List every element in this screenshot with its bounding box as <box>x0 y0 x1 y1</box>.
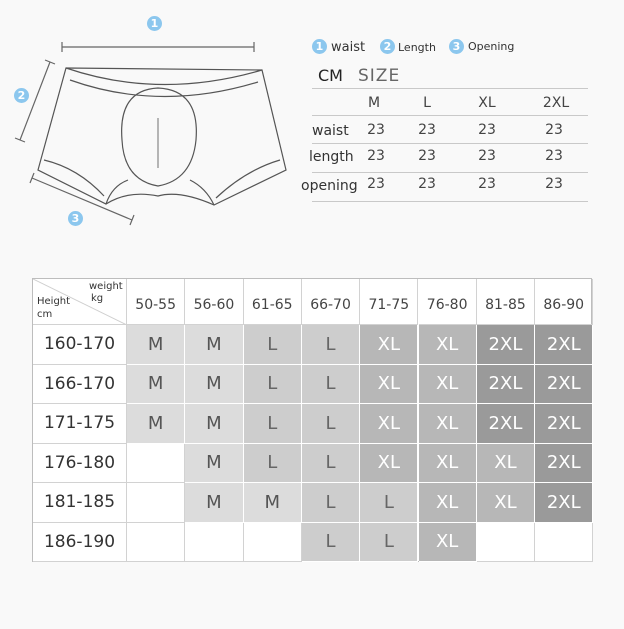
size-cell: M <box>185 404 243 444</box>
legend-badge-3-icon: 3 <box>449 39 464 54</box>
measure-value: 23 <box>418 122 436 138</box>
weight-header-cell: 66-70 <box>302 279 360 325</box>
corner-kg-label: kg <box>91 293 104 304</box>
height-range-cell: 186-190 <box>33 523 127 563</box>
size-cell: 2XL <box>477 325 535 365</box>
size-cell: XL <box>419 444 477 484</box>
measure-value: 23 <box>478 122 496 138</box>
measure-value: 23 <box>545 122 563 138</box>
size-chart-table <box>32 278 592 562</box>
weight-header-cell: 71-75 <box>360 279 418 325</box>
size-cell: 2XL <box>477 404 535 444</box>
size-cell <box>127 483 185 523</box>
height-range-cell: 181-185 <box>33 483 127 523</box>
size-cell: M <box>127 325 185 365</box>
measure-value: 23 <box>367 122 385 138</box>
table-rule <box>312 143 588 144</box>
size-cell: M <box>244 483 302 523</box>
weight-header-cell: 50-55 <box>127 279 185 325</box>
measure-value: 23 <box>545 176 563 192</box>
measure-value: 23 <box>418 148 436 164</box>
weight-header-cell: 56-60 <box>185 279 243 325</box>
column-header: M <box>367 95 381 111</box>
size-cell: L <box>302 523 360 563</box>
row-label-length: length <box>309 149 354 165</box>
size-cell: XL <box>360 325 418 365</box>
size-cell <box>244 523 302 563</box>
size-cell: M <box>185 325 243 365</box>
corner-height-label: Height <box>37 296 71 307</box>
measure-value: 23 <box>367 176 385 192</box>
size-cell: L <box>244 325 302 365</box>
corner-cm-label: cm <box>37 309 53 320</box>
unit-label: CM <box>318 66 343 85</box>
weight-header-cell: 81-85 <box>477 279 535 325</box>
size-cell: M <box>185 444 243 484</box>
row-label-opening: opening <box>301 178 358 194</box>
size-cell: L <box>360 483 418 523</box>
size-cell: 2XL <box>535 483 593 523</box>
size-cell: L <box>244 365 302 405</box>
size-cell: XL <box>360 365 418 405</box>
legend-badge-1-icon: 1 <box>312 39 327 54</box>
height-range-cell: 171-175 <box>33 404 127 444</box>
weight-header-cell: 86-90 <box>535 279 593 325</box>
height-range-cell: 160-170 <box>33 325 127 365</box>
weight-header-cell: 76-80 <box>419 279 477 325</box>
measure-value: 23 <box>478 176 496 192</box>
column-header: 2XL <box>542 95 570 111</box>
size-cell: L <box>244 404 302 444</box>
size-title: SIZE <box>358 66 401 86</box>
size-cell: 2XL <box>535 325 593 365</box>
height-range-cell: 166-170 <box>33 365 127 405</box>
size-cell: 2XL <box>535 404 593 444</box>
size-cell: XL <box>419 523 477 563</box>
size-cell: L <box>302 325 360 365</box>
size-cell: XL <box>477 483 535 523</box>
size-cell: M <box>127 365 185 405</box>
height-range-cell: 176-180 <box>33 444 127 484</box>
size-cell: 2XL <box>535 444 593 484</box>
legend-label-waist: waist <box>331 40 366 55</box>
size-cell: M <box>185 365 243 405</box>
size-cell: L <box>302 365 360 405</box>
corner-weight-label: weight <box>89 281 123 292</box>
size-cell <box>185 523 243 563</box>
size-cell: 2XL <box>477 365 535 405</box>
table-rule <box>312 115 588 116</box>
size-cell: L <box>244 444 302 484</box>
size-cell: L <box>302 444 360 484</box>
measure-value: 23 <box>418 176 436 192</box>
legend-label-opening: Opening <box>468 40 515 53</box>
size-cell: XL <box>419 325 477 365</box>
measure-value: 23 <box>478 148 496 164</box>
size-cell <box>127 523 185 563</box>
corner-cell <box>33 279 127 325</box>
size-cell <box>535 523 593 563</box>
size-cell: XL <box>419 365 477 405</box>
size-cell: M <box>185 483 243 523</box>
measure-value: 23 <box>545 148 563 164</box>
size-cell: XL <box>360 444 418 484</box>
size-cell: XL <box>477 444 535 484</box>
legend-label-length: Length <box>398 41 436 54</box>
weight-header-cell: 61-65 <box>244 279 302 325</box>
legend-badge-2-icon: 2 <box>380 39 395 54</box>
column-header: XL <box>478 95 496 111</box>
table-rule <box>312 88 588 89</box>
badge-length-icon: 2 <box>14 88 29 103</box>
table-rule <box>312 172 588 173</box>
size-cell: 2XL <box>535 365 593 405</box>
underwear-diagram <box>0 0 300 240</box>
size-cell <box>127 444 185 484</box>
size-cell: M <box>127 404 185 444</box>
badge-opening-icon: 3 <box>68 211 83 226</box>
size-cell: XL <box>419 404 477 444</box>
size-cell: L <box>360 523 418 563</box>
size-cell: XL <box>419 483 477 523</box>
size-cell: XL <box>360 404 418 444</box>
measure-value: 23 <box>367 148 385 164</box>
column-header: L <box>423 95 431 111</box>
row-label-waist: waist <box>312 123 349 139</box>
size-cell: L <box>302 404 360 444</box>
size-cell <box>477 523 535 563</box>
badge-waist-icon: 1 <box>147 16 162 31</box>
table-rule <box>312 201 588 202</box>
size-cell: L <box>302 483 360 523</box>
